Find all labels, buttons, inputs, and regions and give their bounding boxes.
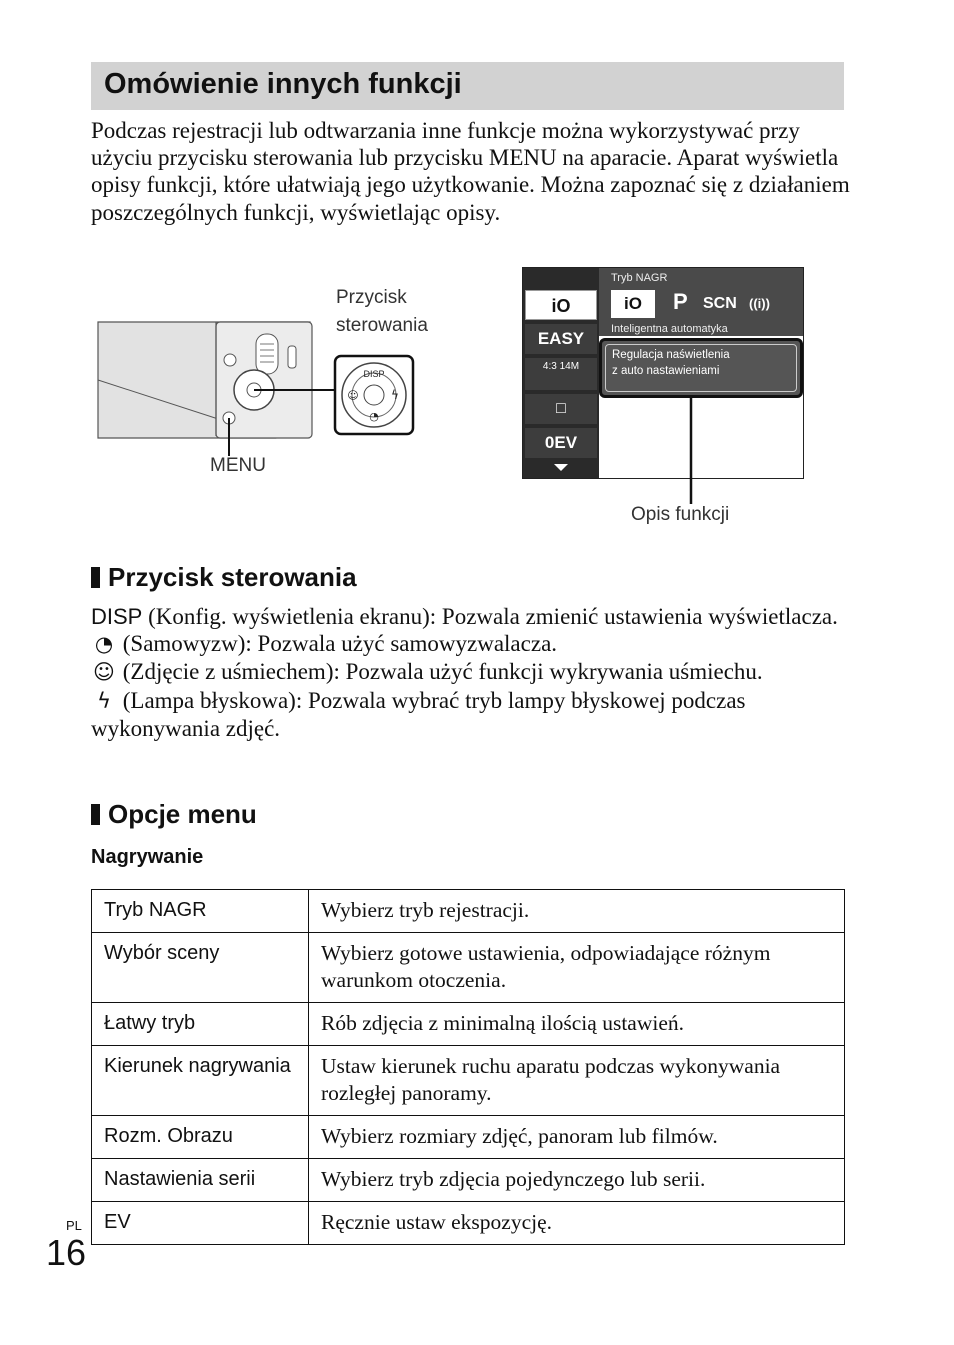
option-description: Wybierz rozmiary zdjęć, panoram lub filmów. (309, 1116, 845, 1159)
section-marker (91, 804, 100, 825)
svg-text:☺: ☺ (347, 389, 359, 402)
left-item-easy: EASY (525, 324, 597, 354)
mode-icon-scene: SCN (703, 295, 737, 312)
dial-disp-label: DISP (363, 369, 385, 379)
svg-text:ϟ: ϟ (391, 388, 399, 402)
option-name: Nastawienia serii (92, 1159, 309, 1202)
table-row (92, 933, 845, 1003)
screen-top-bar (599, 268, 803, 336)
mode-icon-program: P (673, 289, 688, 314)
description-pointer-line (687, 396, 695, 506)
intro-paragraph: Podczas rejestracji lub odtwarzania inne funkcje można wykorzystywać przy użyciu przycisku sterowania lub przycisku MENU na aparacie. Aparat wyświetla opisy funkcji, które ułatwiają jego użytkowanie. Można zapoznać się z działaniem poszczególnych funkcji, wyświetlając opisy. (91, 118, 850, 225)
table-row (92, 890, 845, 933)
label-menu-button: MENU (210, 455, 266, 476)
option-description: Wybierz tryb rejestracji. (309, 890, 845, 933)
menu-options-table (91, 889, 845, 1245)
smile-icon: ☺ (93, 660, 115, 685)
page-number: 16 (46, 1232, 87, 1273)
disp-label: DISP (91, 604, 143, 629)
left-item-drive: □ (525, 394, 597, 424)
section-marker (91, 567, 100, 588)
label-control-button: Przycisk sterowania (336, 287, 428, 336)
section-heading-menu: Opcje menu (91, 799, 257, 830)
mode-icon-panorama: ((i)) (749, 296, 770, 311)
option-name: EV (92, 1202, 309, 1245)
self-timer-description: ◔ (Samowyzw): Pozwala użyć samowyzwalacza. (91, 630, 851, 658)
option-description: Rób zdjęcia z minimalną ilością ustawień. (309, 1003, 845, 1046)
smile-description: ☺ (Zdjęcie z uśmiechem): Pozwala użyć funkcji wykrywania uśmiechu. (91, 658, 851, 686)
flash-description: ϟ (Lampa błyskowa): Pozwala wybrać tryb lampy błyskowej podczas wykonywania zdjęć. (91, 687, 746, 741)
language-code: PL (66, 1218, 82, 1233)
page-title-bar (91, 62, 844, 110)
option-name: Rozm. Obrazu (92, 1116, 309, 1159)
self-timer-icon: ◔ (94, 632, 114, 657)
table-row (92, 1202, 845, 1245)
table-row (92, 1046, 845, 1116)
option-name: Łatwy tryb (92, 1003, 309, 1046)
option-description: Wybierz tryb zdjęcia pojedynczego lub serii. (309, 1159, 845, 1202)
table-row (92, 1159, 845, 1202)
subheading-recording: Nagrywanie (91, 846, 204, 868)
option-description: Wybierz gotowe ustawienia, odpowiadające różnym warunkom otoczenia. (309, 933, 845, 1003)
tip-line-2: z auto nastawieniami (612, 365, 720, 377)
mode-header: Tryb NAGR (611, 272, 668, 284)
control-descriptions (91, 603, 851, 742)
left-item-ev: 0EV (525, 428, 597, 458)
svg-text:◔: ◔ (369, 410, 379, 423)
option-name: Tryb NAGR (92, 890, 309, 933)
tip-line-1: Regulacja naświetlenia (612, 349, 730, 361)
table-row (92, 1003, 845, 1046)
flash-icon: ϟ (97, 688, 111, 713)
section-heading-control: Przycisk sterowania (91, 562, 357, 593)
mode-name: Inteligentna automatyka (611, 323, 728, 335)
page-title: Omówienie innych funkcji (104, 68, 462, 100)
label-function-description: Opis funkcji (631, 504, 730, 525)
left-item-intelligent-auto: iO (525, 290, 597, 320)
option-name: Kierunek nagrywania (92, 1046, 309, 1116)
left-item-image-size: 4:3 14M (525, 358, 597, 390)
function-tip-box (599, 338, 803, 398)
control-dial-illustration (333, 354, 417, 438)
camera-screen (522, 267, 804, 479)
option-description: Ręcznie ustaw ekspozycję. (309, 1202, 845, 1245)
scroll-down-icon (554, 464, 568, 471)
option-name: Wybór sceny (92, 933, 309, 1003)
table-row (92, 1116, 845, 1159)
option-description: Ustaw kierunek ruchu aparatu podczas wykonywania rozległej panoramy. (309, 1046, 845, 1116)
mode-icon-intelligent: iO (611, 290, 655, 318)
screen-left-menu (523, 268, 599, 478)
disp-description: DISP (Konfig. wyświetlenia ekranu): Pozwala zmienić ustawienia wyświetlacza. (91, 604, 838, 629)
